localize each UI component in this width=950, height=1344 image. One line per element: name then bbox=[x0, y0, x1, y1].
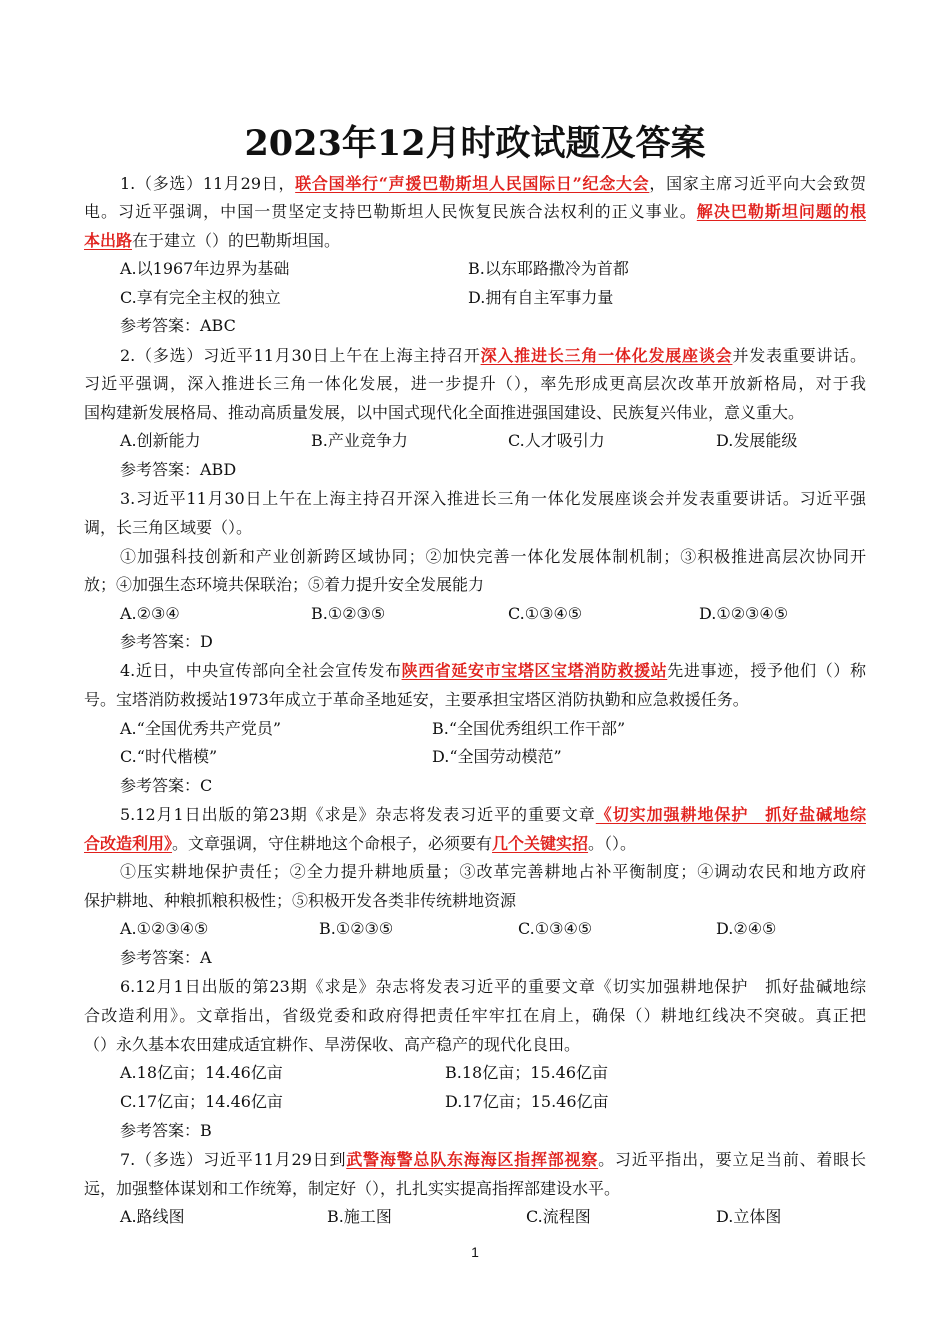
q2-option-a: A.创新能力 bbox=[120, 431, 201, 450]
q5-option-b: B.①②③⑤ bbox=[319, 919, 394, 938]
q4-text: 先进事迹，授予他们（）称 bbox=[667, 661, 866, 680]
q3-option-c: C.①③④⑤ bbox=[508, 604, 583, 623]
q4-option-c: C.“时代楷模” bbox=[120, 747, 218, 766]
page-title: 2023年12月时政试题及答案 bbox=[244, 123, 706, 164]
q5-text: 。文章强调，守住耕地这个命根子，必须要有 bbox=[172, 834, 493, 853]
q1-option-c: C.享有完全主权的独立 bbox=[120, 288, 281, 307]
q5-line-4: 保护耕地、种粮抓粮积极性；⑤积极开发各类非传统耕地资源 bbox=[84, 891, 517, 910]
q5-answer: 参考答案：A bbox=[120, 948, 212, 967]
q5-option-c: C.①③④⑤ bbox=[518, 919, 593, 938]
q5-line-3: ①压实耕地保护责任；②全力提升耕地质量；③改革完善耕地占补平衡制度；④调动农民和地方政府 bbox=[120, 862, 866, 881]
q5-line-2 bbox=[84, 834, 866, 854]
q7-highlight-1: 武警海警总队东海海区指挥部视察 bbox=[346, 1150, 599, 1169]
q4-line-1 bbox=[120, 661, 866, 681]
q4-answer: 参考答案：C bbox=[120, 776, 213, 795]
q7-text: 7.（多选）习近平11月29日到 bbox=[120, 1150, 347, 1169]
q2-option-b: B.产业竞争力 bbox=[311, 431, 408, 450]
q1-highlight-2: 解决巴勒斯坦问题的根 bbox=[696, 202, 866, 221]
q2-line-2: 习近平强调，深入推进长三角一体化发展，进一步提升（），率先形成更高层次改革开放新格局，对于我 bbox=[84, 374, 866, 393]
q7-line-2: 远，加强整体谋划和工作统筹，制定好（），扎扎实实提高指挥部建设水平。 bbox=[84, 1179, 621, 1198]
q5-option-a: A.①②③④⑤ bbox=[120, 919, 209, 938]
q2-line-3: 国构建新发展格局、推动高质量发展，以中国式现代化全面推进强国建设、民族复兴伟业，意义重大。 bbox=[84, 403, 805, 422]
q7-line-1 bbox=[120, 1150, 866, 1170]
q5-highlight-3: 几个关键实招 bbox=[492, 834, 589, 853]
q3-option-a: A.②③④ bbox=[120, 604, 180, 623]
q1-text: 在于建立（）的巴勒斯坦国。 bbox=[132, 231, 341, 250]
q3-answer: 参考答案：D bbox=[120, 632, 213, 651]
q6-line-2: 合改造利用》。文章指出，省级党委和政府得把责任牢牢扛在肩上，确保（）耕地红线决不突破。真正把 bbox=[84, 1006, 866, 1025]
q5-highlight-1: 《切实加强耕地保护 抓好盐碱地综 bbox=[595, 805, 866, 824]
q1-answer: 参考答案：ABC bbox=[120, 316, 236, 335]
q6-line-1: 6.12月1日出版的第23期《求是》杂志将发表习近平的重要文章《切实加强耕地保护 抓好盐碱地综 bbox=[120, 977, 866, 996]
q5-text: 。（）。 bbox=[588, 834, 637, 853]
q2-text: 2.（多选）习近平11月30日上午在上海主持召开 bbox=[120, 346, 481, 365]
q7-text: 。习近平指出，要立足当前、着眼长 bbox=[598, 1150, 866, 1169]
q5-highlight-2: 合改造利用》 bbox=[84, 834, 173, 853]
q3-option-b: B.①②③⑤ bbox=[311, 604, 386, 623]
q3-line-3: ①加强科技创新和产业创新跨区域协同；②加快完善一体化发展体制机制；③积极推进高层次协同开 bbox=[120, 547, 866, 566]
q5-text: 5.12月1日出版的第23期《求是》杂志将发表习近平的重要文章 bbox=[120, 805, 596, 824]
q4-highlight-1: 陕西省延安市宝塔区宝塔消防救援站 bbox=[401, 661, 668, 680]
q1-line-2 bbox=[84, 202, 866, 222]
q6-option-b: B.18亿亩；15.46亿亩 bbox=[445, 1063, 609, 1082]
q6-line-3: （）永久基本农田建成适宜耕作、旱涝保收、高产稳产的现代化良田。 bbox=[84, 1035, 581, 1054]
q7-option-d: D.立体图 bbox=[716, 1207, 782, 1226]
q2-text: 并发表重要讲话。 bbox=[732, 346, 866, 365]
q6-option-c: C.17亿亩；14.46亿亩 bbox=[120, 1092, 283, 1111]
q2-option-d: D.发展能级 bbox=[716, 431, 798, 450]
q1-option-d: D.拥有自主军事力量 bbox=[468, 288, 614, 307]
q4-line-2: 号。宝塔消防救援站1973年成立于革命圣地延安，主要承担宝塔区消防执勤和应急救援任务。 bbox=[84, 690, 749, 709]
q1-text: ，国家主席习近平向大会致贺 bbox=[649, 174, 866, 193]
q5-option-d: D.②④⑤ bbox=[716, 919, 777, 938]
q1-line-1 bbox=[120, 174, 866, 194]
q4-option-b: B.“全国优秀组织工作干部” bbox=[432, 719, 626, 738]
q7-option-b: B.施工图 bbox=[327, 1207, 392, 1226]
q4-option-d: D.“全国劳动模范” bbox=[432, 747, 562, 766]
q7-option-c: C.流程图 bbox=[526, 1207, 591, 1226]
q7-option-a: A.路线图 bbox=[120, 1207, 185, 1226]
q3-line-1: 3.习近平11月30日上午在上海主持召开深入推进长三角一体化发展座谈会并发表重要讲话。习近平强 bbox=[120, 489, 866, 508]
q4-option-a: A.“全国优秀共产党员” bbox=[120, 719, 282, 738]
page-number: 1 bbox=[471, 1244, 479, 1260]
q2-answer: 参考答案：ABD bbox=[120, 460, 237, 479]
q6-option-d: D.17亿亩；15.46亿亩 bbox=[445, 1092, 609, 1111]
q1-text: 电。习近平强调，中国一贯坚定支持巴勒斯坦人民恢复民族合法权利的正义事业。 bbox=[84, 202, 697, 221]
q5-line-1 bbox=[120, 805, 866, 825]
q1-option-b: B.以东耶路撒冷为首都 bbox=[468, 259, 629, 278]
q2-option-c: C.人才吸引力 bbox=[508, 431, 605, 450]
q6-option-a: A.18亿亩；14.46亿亩 bbox=[120, 1063, 283, 1082]
q1-option-a: A.以1967年边界为基础 bbox=[120, 259, 290, 278]
q3-line-2: 调，长三角区域要（）。 bbox=[84, 518, 253, 537]
q2-line-1 bbox=[120, 346, 866, 366]
q2-highlight-1: 深入推进长三角一体化发展座谈会 bbox=[480, 346, 733, 365]
q6-answer: 参考答案：B bbox=[120, 1121, 212, 1140]
q1-highlight-3: 本出路 bbox=[84, 231, 133, 250]
q1-highlight-1: 联合国举行“声援巴勒斯坦人民国际日”纪念大会 bbox=[295, 174, 650, 193]
q3-option-d: D.①②③④⑤ bbox=[699, 604, 789, 623]
q4-text: 4.近日，中央宣传部向全社会宣传发布 bbox=[120, 661, 402, 680]
q1-line-3 bbox=[84, 231, 866, 251]
q3-line-4: 放；④加强生态环境共保联治；⑤着力提升安全发展能力 bbox=[84, 575, 485, 594]
q1-text: 1.（多选）11月29日， bbox=[120, 174, 296, 193]
